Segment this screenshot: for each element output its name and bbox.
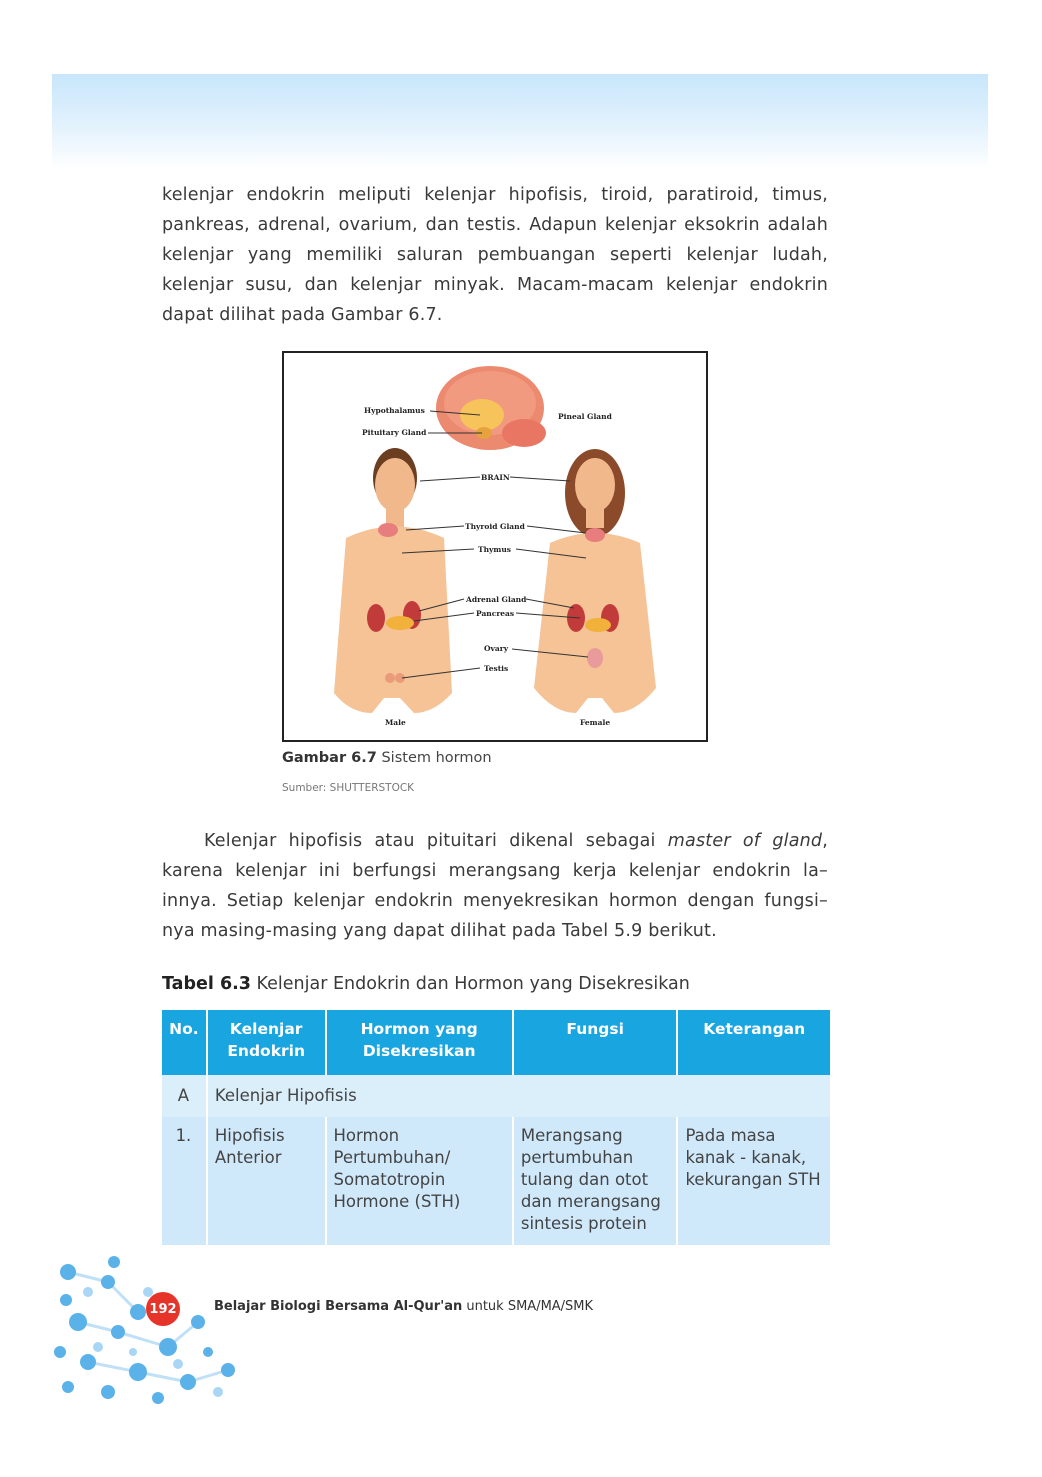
intro-paragraph: kelenjar endokrin meliputi kelenjar hipofisis, tiroid, paratiroid, timus, pankreas, adrenal, ovarium, dan testis. Adapun kelenjar eksokrin adalah kelenjar yang memiliki saluran pembuangan seperti kelenjar ludah, kelenjar susu, dan kelenjar minyak. Macam-macam kelenjar endokrin dapat dilihat pada Gambar 6.7. [162,185,828,325]
paragraph2-text-pre: Kelenjar hipofisis atau pituitari dikenal sebagai [204,831,668,851]
cell-fungsi: Merangsang pertumbuhan tulang dan otot dan merangsang sintesis protein [514,1117,677,1245]
table-title-label: Tabel 6.3 [162,974,251,994]
label-adrenal-gland: Adrenal Gland [466,595,527,604]
footer-book-title [214,1299,593,1314]
paragraph2-emphasis: master of gland [667,831,823,851]
cell-no: 1. [162,1117,206,1245]
section-label: Kelenjar Hipofisis [208,1075,830,1117]
cell-kelenjar: Hipofisis Anterior [208,1117,325,1245]
table-row [162,1117,830,1245]
table-section-row [162,1075,830,1117]
label-hypothalamus: Hypothalamus [364,406,425,415]
book-title: Belajar Biologi Bersama Al-Qur'an [214,1299,463,1314]
section-code: A [162,1075,206,1117]
header-band [52,74,988,170]
label-testis: Testis [484,664,509,673]
label-thyroid-gland: Thyroid Gland [465,522,525,531]
cell-keterangan: Pada masa kanak - kanak, kekurangan STH [678,1117,830,1245]
label-brain: BRAIN [481,473,510,482]
figure-source: Sumber: SHUTTERSTOCK [282,782,415,794]
header-keterangan: Keterangan [678,1010,830,1075]
page-number-badge: 192 [146,1292,180,1326]
label-pancreas: Pancreas [476,609,515,618]
table-title-text: Kelenjar Endokrin dan Hormon yang Disekresikan [250,974,690,994]
cell-hormon: Hormon Pertumbuhan/ Somatotropin Hormone (STH) [327,1117,512,1245]
label-female: Female [580,718,611,727]
hormone-system-figure [282,351,708,742]
label-pineal-gland: Pineal Gland [558,412,612,421]
endocrine-illustration [284,353,706,740]
header-kelenjar: Kelenjar Endokrin [208,1010,325,1075]
table-header-row [162,1010,830,1075]
endocrine-table [160,1010,832,1245]
label-thymus: Thymus [478,545,512,554]
label-male: Male [385,718,406,727]
figure-caption [282,750,492,766]
label-pituitary-gland: Pituitary Gland [362,428,427,437]
label-ovary: Ovary [484,644,509,653]
brain-illustration [436,366,546,450]
book-suffix: untuk SMA/MA/SMK [462,1299,594,1314]
header-no: No. [162,1010,206,1075]
body-paragraph [162,826,828,946]
header-fungsi: Fungsi [514,1010,677,1075]
figure-caption-text: Sistem hormon [376,750,492,766]
male-body [334,448,452,713]
paragraph2-text-post: , karena kelenjar ini berfungsi merangsang kerja kelenjar endokrin la–innya. Setiap kelenjar endokrin menyekresikan hormon dengan fungsi–nya masing-masing yang dapat dilihat pada Tabel 5.9 berikut. [162,831,828,941]
molecule-decoration [48,1252,248,1412]
header-hormon: Hormon yang Disekresikan [327,1010,512,1075]
figure-caption-label: Gambar 6.7 [282,750,377,766]
table-title [162,974,690,994]
female-body [534,449,656,713]
